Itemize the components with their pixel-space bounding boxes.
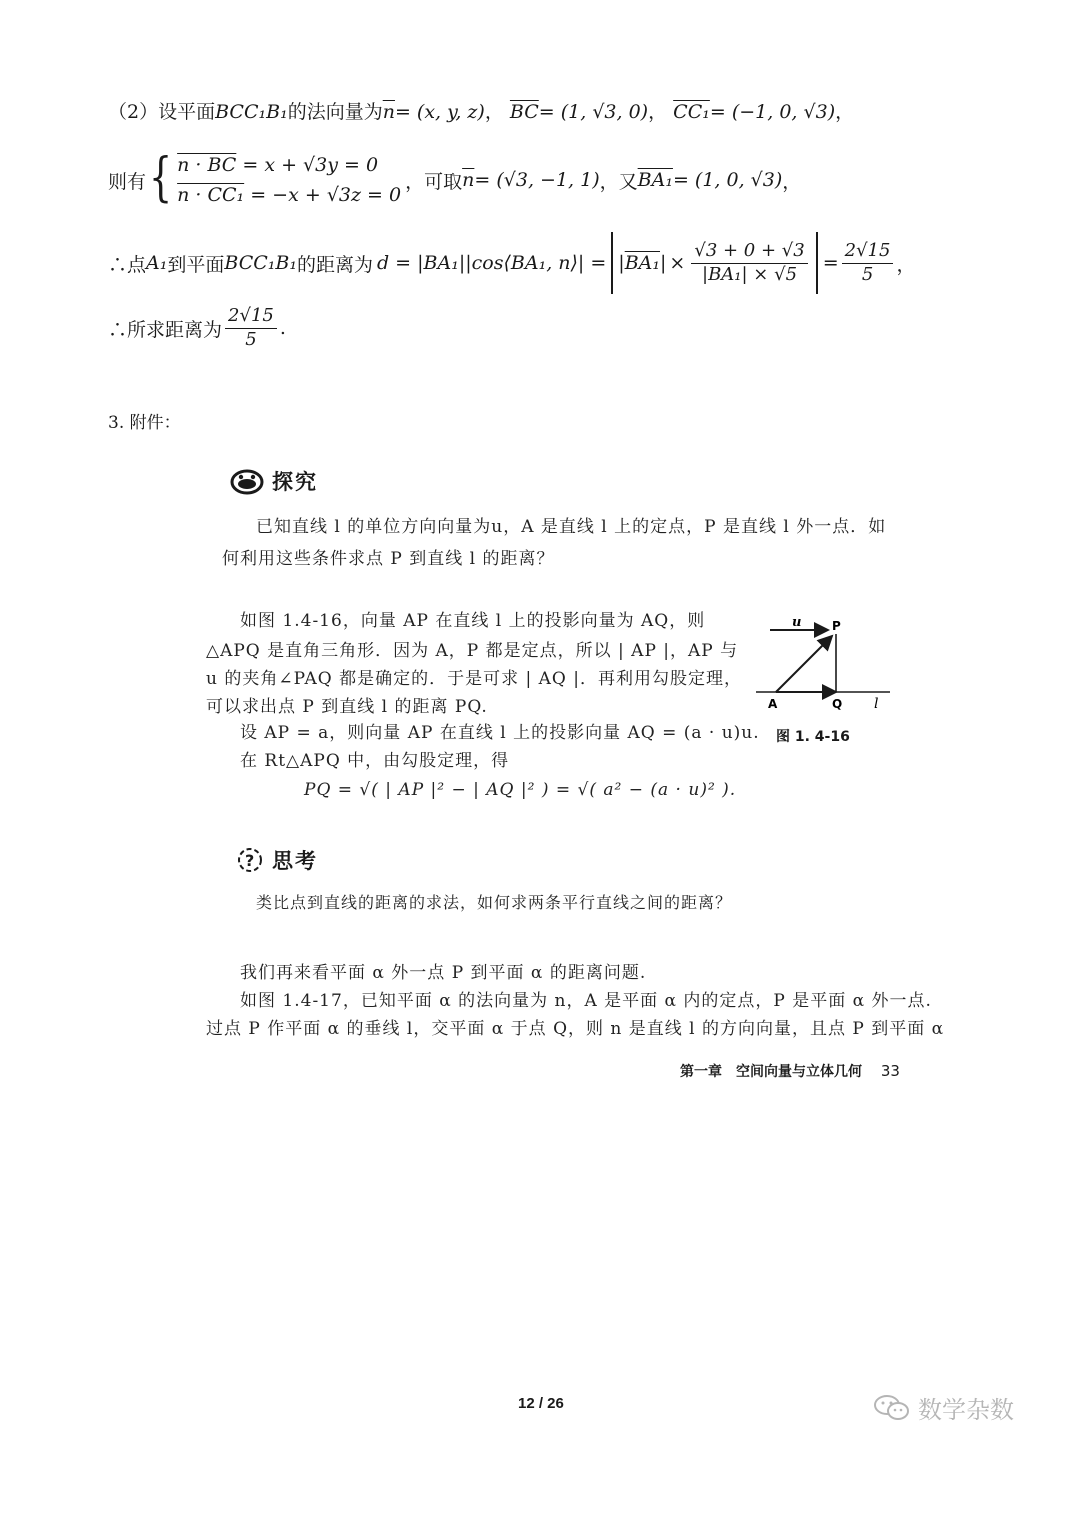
ba1-abs: |BA₁| [618, 252, 667, 274]
line4-intro: ∴所求距离为 [108, 318, 223, 341]
n-value: = (√3, −1, 1) [474, 169, 600, 191]
ba1-value: = (1, 0, √3) [672, 169, 783, 191]
times-sign: × [669, 252, 686, 274]
svg-text:?: ? [245, 851, 255, 870]
d-equation: d = |BA₁||cos⟨BA₁, n⟩| = [376, 252, 607, 274]
solution-line-1 [108, 97, 854, 124]
label-u: u [792, 615, 802, 630]
label-l: l [874, 696, 879, 712]
distance-formula: PQ = √( | AP |² − | AQ |² ) = √( a² − (a · u)² ). [304, 780, 737, 800]
line3-dist: 的距离为 [296, 253, 373, 276]
d-fraction-num: √3 + 0 + √3 [691, 241, 807, 264]
brace: { [148, 148, 173, 208]
plane-name-2: BCC₁B₁ [224, 252, 297, 274]
part-label: （2） [108, 101, 159, 123]
eq1-lhs: n · BC [177, 154, 237, 176]
d-fraction-den: |BA₁| × √5 [702, 263, 798, 285]
end-comma: ， [835, 101, 855, 123]
final-answer-den: 5 [245, 328, 257, 350]
book-footer [680, 1061, 900, 1081]
think-title: 思考 [272, 849, 318, 873]
line1-intro: 设平面 [158, 101, 216, 123]
vec-bc: $\overline{BC}$ [509, 101, 539, 123]
line2-intro: 则有 [108, 170, 147, 193]
page-number: 12 / 26 [518, 1395, 564, 1412]
explore-text-1: 已知直线 l 的单位方向向量为u，A 是直线 l 上的定点，P 是直线 l 外一点．如 [256, 517, 887, 537]
footer-page: 33 [880, 1062, 900, 1080]
explore-icon [230, 466, 264, 496]
abs-bar-left [611, 232, 613, 294]
think-heading [236, 845, 318, 875]
equation-2 [177, 180, 401, 210]
line3-intro: ∴点 [108, 253, 147, 276]
final-answer-num: 2√15 [225, 306, 277, 329]
vec-bc-value: = (1, √3, 0) [538, 101, 649, 123]
plane-name: BCC₁B₁ [215, 101, 288, 123]
vec-n: $\overline{n}$ [382, 101, 395, 123]
figure-caption: 图 1. 4-16 [776, 729, 850, 745]
vec-n-2: $\overline{n}$ [462, 169, 475, 191]
end-comma: ， [896, 253, 916, 276]
think-text: 类比点到直线的距离的求法，如何求两条平行直线之间的距离？ [256, 893, 733, 912]
wechat-icon [872, 1393, 912, 1423]
line2-also: ，又 [599, 170, 638, 193]
point-a1: A₁ [146, 252, 168, 274]
final-answer [225, 306, 277, 350]
vec-ba1: BA₁ [637, 169, 673, 191]
end-comma: ， [782, 170, 802, 193]
label-p: P [832, 619, 841, 633]
para1-line-6: 在 Rt△APQ 中，由勾股定理，得 [240, 751, 510, 771]
figure-diagram [750, 612, 900, 712]
para2-line-1: 我们再来看平面 α 外一点 P 到平面 α 的距离问题. [240, 963, 647, 983]
solution-line-3 [108, 232, 915, 294]
separator: ， [484, 101, 504, 123]
think-icon [236, 846, 264, 874]
vec-n-value: = (x, y, z) [394, 101, 485, 123]
para1-line-2: △APQ 是直角三角形．因为 A，P 都是定点，所以 | AP |，AP 与 [206, 641, 739, 661]
vector-ap [776, 636, 832, 692]
equation-system [177, 150, 401, 210]
d-result [842, 241, 894, 285]
line2-take: ，可取 [405, 170, 463, 193]
explore-text-2: 何利用这些条件求点 P 到直线 l 的距离？ [222, 549, 555, 569]
solution-line-4 [108, 306, 286, 350]
attachment-label: 3. 附件： [108, 413, 181, 433]
watermark [872, 1390, 1014, 1425]
para1-line-1: 如图 1.4-16，向量 AP 在直线 l 上的投影向量为 AQ，则 [240, 611, 706, 631]
vec-cc1-value: = (−1, 0, √3) [709, 101, 836, 123]
vec-cc1: CC₁ [673, 101, 710, 123]
para1-line-3: u 的夹角∠PAQ 都是确定的．于是可求 | AQ |．再利用勾股定理， [206, 669, 742, 689]
equation-1 [177, 150, 401, 180]
explore-heading [230, 466, 318, 496]
eq-sign: = [822, 252, 839, 274]
eq2-lhs: n · CC₁ [177, 184, 245, 206]
para2-line-3: 过点 P 作平面 α 的垂线 l，交平面 α 于点 Q，则 n 是直线 l 的方向向量，且点 P 到平面 α [206, 1019, 945, 1039]
abs-bar-right [816, 232, 818, 294]
eq2-rhs: = −x + √3z = 0 [250, 184, 402, 206]
d-result-num: 2√15 [842, 241, 894, 264]
separator: ， [648, 101, 668, 123]
line3-mid: 到平面 [167, 253, 225, 276]
figure-1-4-16 [750, 612, 900, 752]
solution-line-2 [108, 150, 801, 210]
label-q: Q [832, 697, 843, 711]
d-result-den: 5 [861, 263, 874, 285]
line1-normal: 的法向量为 [287, 101, 383, 123]
para1-line-5: 设 AP = a，则向量 AP 在直线 l 上的投影向量 AQ = (a · u)u. [240, 723, 760, 743]
ba1-label: BA₁ [624, 252, 661, 274]
para1-line-4: 可以求出点 P 到直线 l 的距离 PQ. [206, 697, 488, 717]
para2-line-2: 如图 1.4-17，已知平面 α 的法向量为 n，A 是平面 α 内的定点，P 是平面 α 外一点. [240, 991, 932, 1011]
watermark-text: 数学杂数 [918, 1396, 1014, 1424]
footer-chapter: 第一章 空间向量与立体几何 [680, 1064, 862, 1080]
eq1-rhs: = x + √3y = 0 [242, 154, 379, 176]
d-fraction [691, 241, 807, 285]
explore-title: 探究 [272, 470, 318, 494]
line4-end: . [279, 317, 286, 340]
label-a: A [768, 697, 778, 711]
